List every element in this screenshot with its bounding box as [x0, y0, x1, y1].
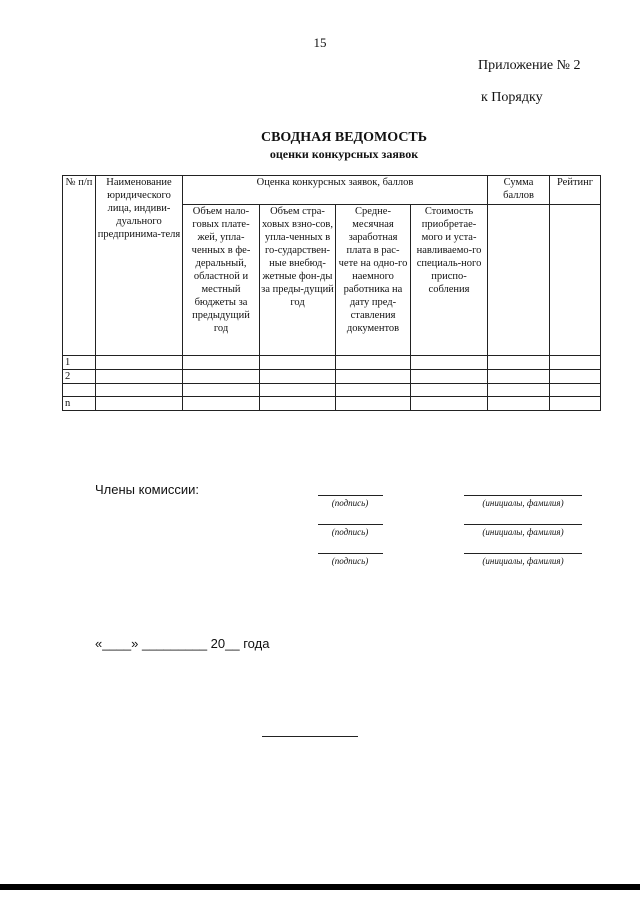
header-evaluation-group: Оценка конкурсных заявок, баллов [183, 176, 488, 205]
header-applicant-name: Наименование юридического лица, индиви-дуального предпринима-теля [96, 176, 183, 356]
name-caption: (инициалы, фамилия) [482, 498, 564, 508]
name-caption: (инициалы, фамилия) [482, 556, 564, 566]
table-row [63, 356, 601, 370]
header-rating: Рейтинг [550, 176, 601, 205]
appendix-reference: к Порядку [481, 90, 543, 105]
table-row [63, 397, 601, 411]
row-number: 1 [63, 356, 96, 370]
table-row [63, 370, 601, 384]
header-equipment-cost: Стоимость приобретае-мого и уста-навливаемо-го специаль-ного приспо-собления [411, 205, 488, 356]
signature-caption: (подпись) [331, 498, 369, 508]
signature-line [318, 495, 383, 496]
appendix-label: Приложение № 2 [478, 58, 581, 73]
name-line [464, 495, 582, 496]
row-number: 2 [63, 370, 96, 384]
header-average-salary: Средне-месячная заработная плата в рас-чете на одно-го наемного работника на дату пред-ставления документов [336, 205, 411, 356]
name-line [464, 553, 582, 554]
row-number: n [63, 397, 96, 411]
signature-caption: (подпись) [331, 527, 369, 537]
signature-line [318, 553, 383, 554]
name-line [464, 524, 582, 525]
row-number [63, 384, 96, 397]
signature-caption: (подпись) [331, 556, 369, 566]
commission-members-label: Члены комиссии: [95, 482, 200, 497]
summary-table [62, 175, 601, 411]
date-line: «____» _________ 20__ года [95, 636, 270, 651]
name-caption: (инициалы, фамилия) [482, 527, 564, 537]
header-sum-blank [488, 205, 550, 356]
header-insurance-contributions: Объем стра-ховых взно-сов, упла-ченных в го-сударствен-ные внебюд-жетные фон-ды за преды-дущий год [260, 205, 336, 356]
header-tax-payments: Объем нало-говых плате-жей, упла-ченных в фе-деральный, областной и местный бюджеты за предыдущий год [183, 205, 260, 356]
document-subtitle: оценки конкурсных заявок [269, 147, 419, 161]
page-number: 15 [313, 35, 327, 50]
header-score-sum: Сумма баллов [488, 176, 550, 205]
signature-line [318, 524, 383, 525]
header-rating-blank [550, 205, 601, 356]
table-row [63, 384, 601, 397]
document-title: СВОДНАЯ ВЕДОМОСТЬ [260, 130, 428, 145]
footer-bar [0, 884, 640, 890]
header-number: № п/п [63, 176, 96, 356]
bottom-rule [262, 736, 358, 737]
